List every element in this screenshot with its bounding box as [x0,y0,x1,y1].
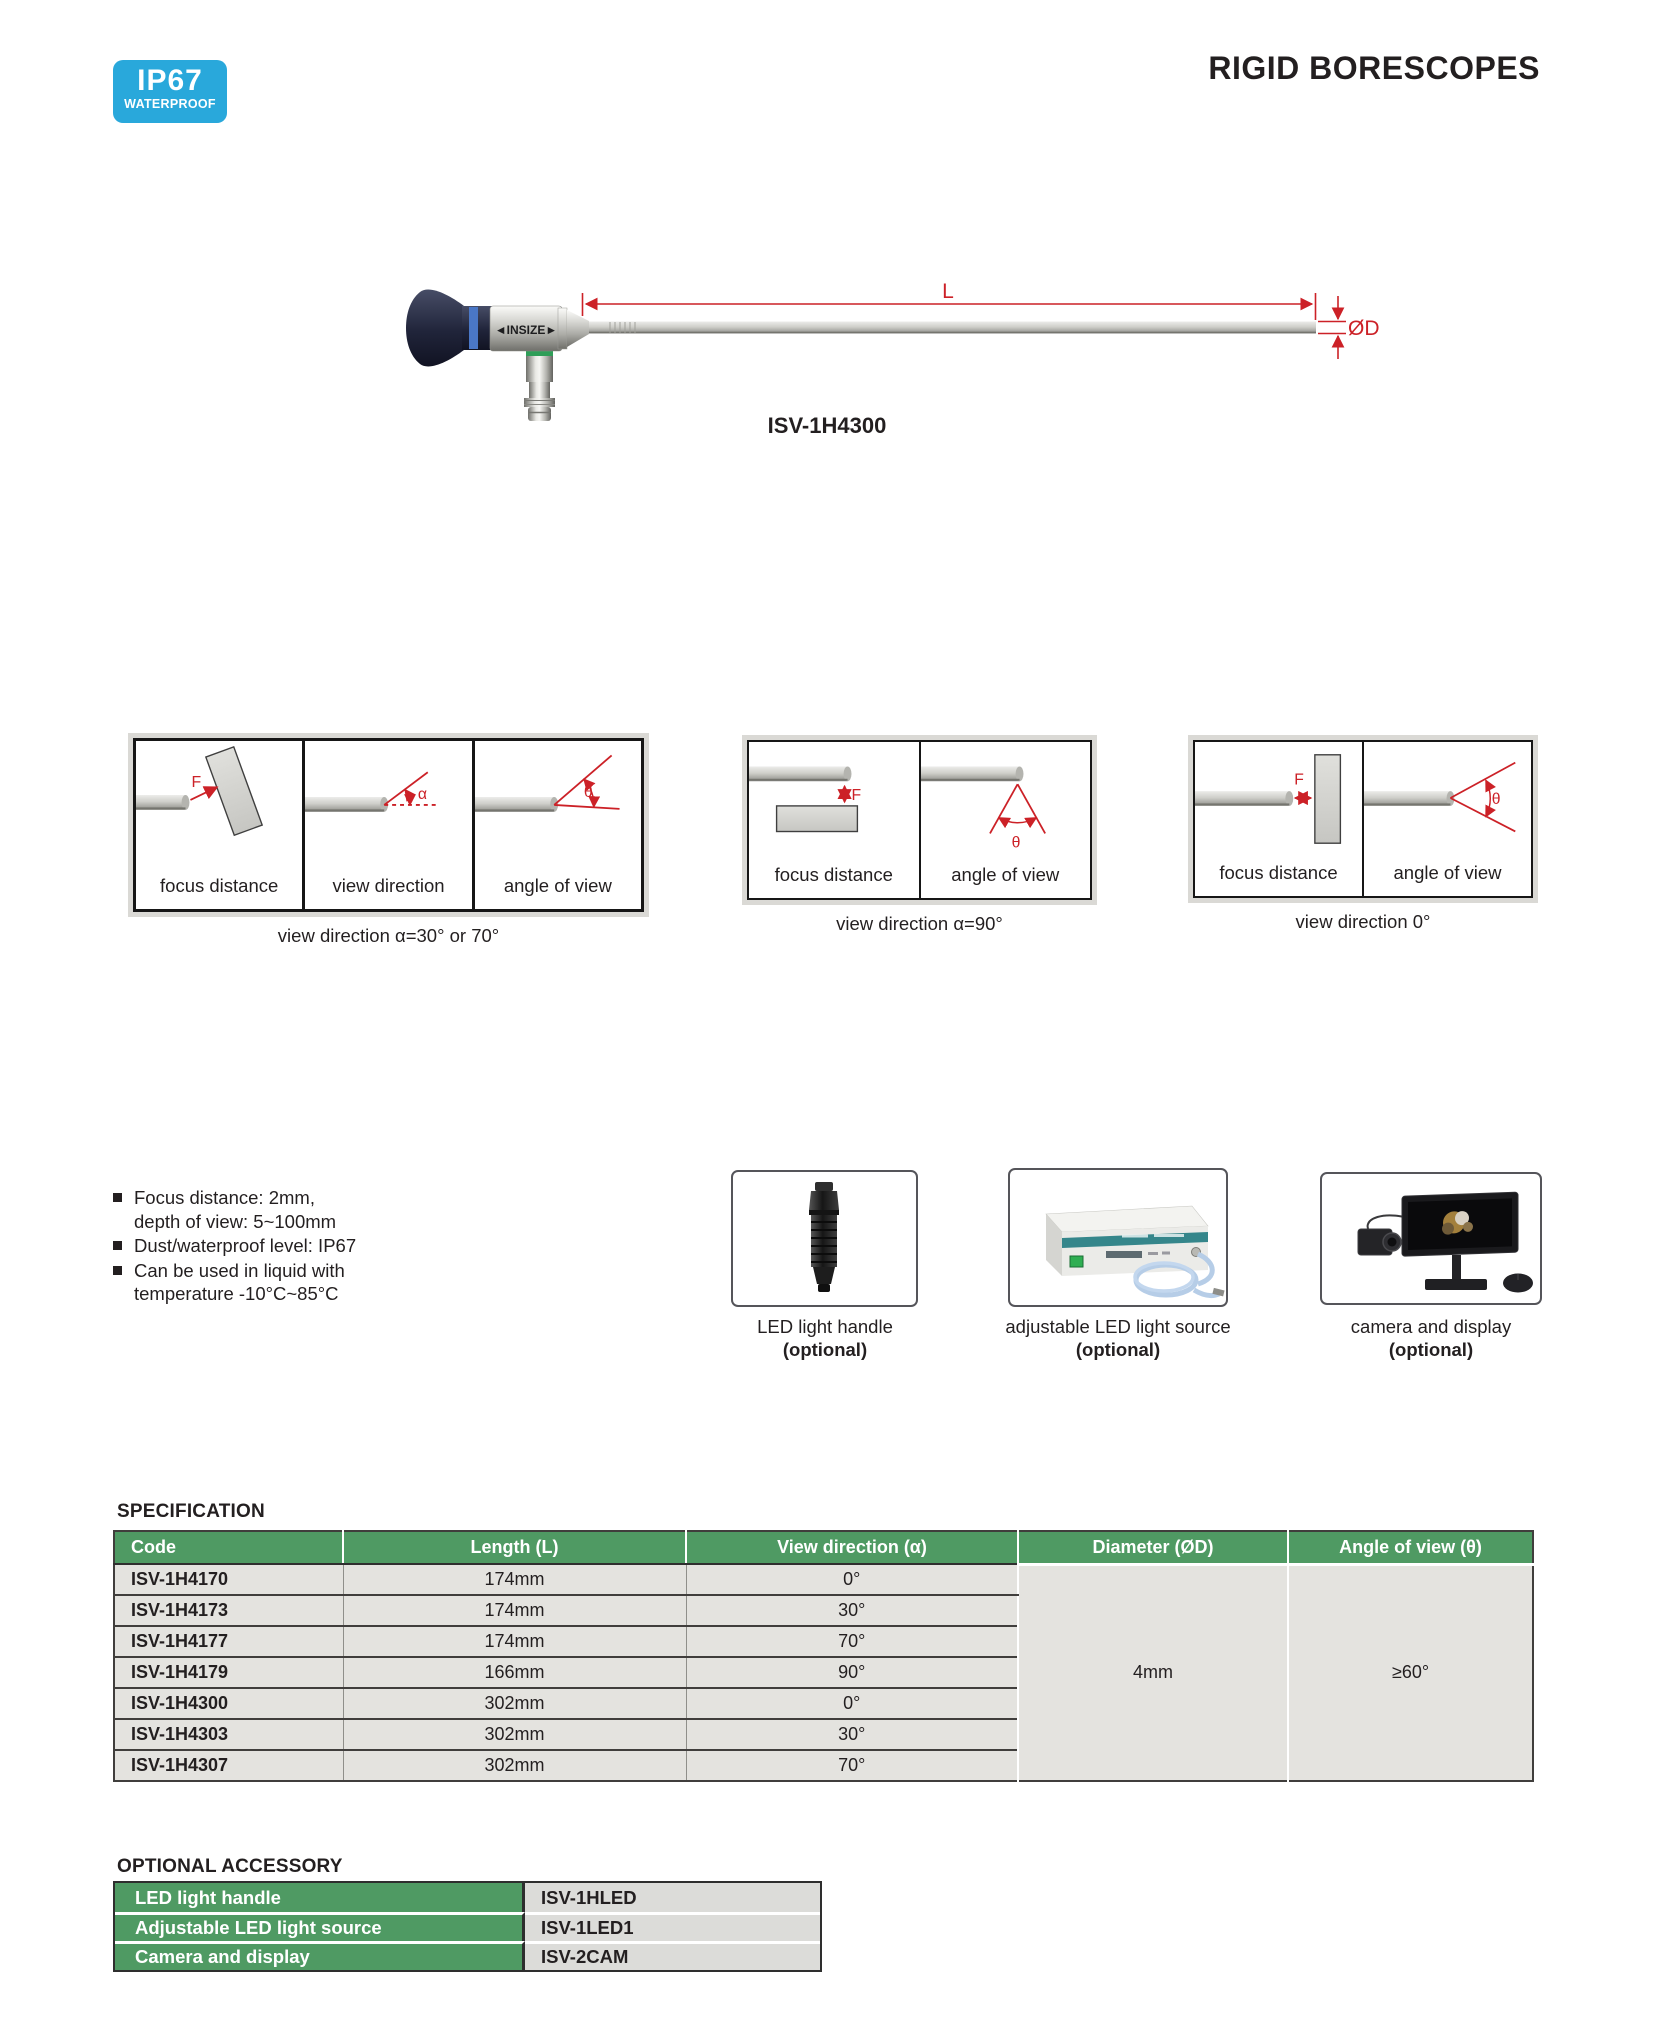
cell-code: ISV-1H4307 [114,1750,343,1781]
bullet-icon [113,1193,122,1202]
eyepiece-cup [406,290,464,367]
cell-view: 90° [686,1657,1018,1688]
cell-view: 70° [686,1626,1018,1657]
accessory-code: ISV-2CAM [525,1941,820,1970]
diagram-cell-angle-of-view [919,742,1091,898]
focus-annotation: F [191,774,202,792]
light-post [524,348,555,421]
accessory-name: LED light handle [115,1883,525,1912]
focus-distance-diagram [136,745,302,851]
optacc-row [115,1941,820,1970]
angle-of-view-diagram [1364,746,1531,852]
angle-of-view-diagram [475,745,641,851]
cell-code: ISV-1H4173 [114,1595,343,1626]
accessory-name: Adjustable LED light source [115,1912,525,1941]
feature-item [113,1259,673,1306]
col-header-diameter: Diameter (ØD) [1018,1531,1288,1564]
spec-header-row [114,1531,1533,1564]
diagram-panel-30-70 [128,733,649,917]
diagram-cell-angle-of-view [1362,742,1531,896]
cell-angle-of-view: ≥60° [1288,1564,1533,1781]
diagram-panel-90 [742,735,1097,905]
feature-line: Dust/waterproof level: IP67 [134,1235,357,1256]
accessory-box-camera-display [1320,1172,1542,1305]
cell-length: 174mm [343,1626,686,1657]
accessory-code: ISV-1LED1 [525,1912,820,1941]
dim-length-label: L [942,280,954,303]
cell-code: ISV-1H4303 [114,1719,343,1750]
scope-cone [567,310,589,347]
diagram-cell-focus-distance [1195,742,1362,896]
badge-rating: IP67 [137,64,203,97]
col-header-view-direction: View direction (α) [686,1531,1018,1564]
cell-label: focus distance [774,864,893,885]
accessory-note: (optional) [782,1339,868,1360]
cell-label: angle of view [1393,862,1502,883]
optional-accessory-heading: OPTIONAL ACCESSORY [117,1856,343,1877]
brand-mark: ◄INSIZE► [494,323,558,337]
focus-annotation: F [1294,771,1304,789]
accessory-box-led-handle [731,1170,918,1307]
accessory-label: LED light handle [757,1316,893,1337]
blue-ring [469,307,478,349]
feature-line: Can be used in liquid with [134,1259,345,1281]
col-header-code: Code [114,1531,343,1564]
view-direction-diagram [305,745,471,851]
cell-length: 174mm [343,1595,686,1626]
cell-view: 30° [686,1595,1018,1626]
cell-view: 30° [686,1719,1018,1750]
diagram-cell-angle-of-view [472,741,641,909]
dim-diameter-label: ØD [1348,317,1380,340]
diagram-cell-view-direction [302,741,471,909]
cell-label: view direction [332,875,445,896]
diagram-caption-30-70: view direction α=30° or 70° [277,925,500,946]
cell-diameter: 4mm [1018,1564,1288,1781]
accessory-note: (optional) [1388,1339,1474,1360]
cell-length: 166mm [343,1657,686,1688]
angle-of-view-diagram [921,746,1091,852]
cell-length: 302mm [343,1750,686,1781]
camera-and-display-illustration [1322,1173,1540,1304]
borescope-illustration [380,250,1580,465]
diagram-cell-focus-distance [749,742,919,898]
optional-accessory-table [113,1881,822,1972]
feature-line: depth of view: 5~100mm [134,1210,337,1232]
accessory-box-light-source [1008,1168,1228,1307]
cell-code: ISV-1H4170 [114,1564,343,1595]
feature-line: Focus distance: 2mm, [134,1187,315,1208]
accessory-caption [1271,1315,1591,1361]
angle-annotation: θ [1011,834,1020,852]
bullet-icon [113,1241,122,1250]
led-light-handle-illustration [733,1172,916,1305]
specification-table [113,1530,1534,1782]
diagram-cell-focus-distance [136,741,302,909]
diagram-caption-0: view direction 0° [1295,911,1431,932]
product-model: ISV-1H4300 [767,413,887,438]
led-light-source-illustration [1010,1170,1226,1305]
optacc-row [115,1883,820,1912]
ip67-waterproof-badge [113,60,227,123]
cell-code: ISV-1H4177 [114,1626,343,1657]
cell-label: focus distance [1219,862,1338,883]
focus-distance-diagram [1195,746,1362,852]
cell-label: angle of view [951,864,1060,885]
cell-code: ISV-1H4179 [114,1657,343,1688]
cell-view: 0° [686,1564,1018,1595]
accessory-code: ISV-1HLED [525,1883,820,1912]
bullet-icon [113,1266,122,1275]
accessory-note: (optional) [1075,1339,1161,1360]
feature-line: temperature -10°C~85°C [134,1283,339,1304]
spec-row [114,1564,1533,1595]
diagram-panel-0 [1188,735,1538,903]
feature-item [113,1234,673,1258]
accessory-caption [958,1315,1278,1361]
feature-item [113,1186,673,1233]
cell-view: 70° [686,1750,1018,1781]
focus-annotation: F [851,786,862,804]
cell-length: 302mm [343,1719,686,1750]
cell-code: ISV-1H4300 [114,1688,343,1719]
angle-annotation: θ [1491,790,1501,808]
col-header-angle: Angle of view (θ) [1288,1531,1533,1564]
accessory-label: camera and display [1350,1316,1512,1337]
focus-distance-diagram [749,746,919,852]
accessory-caption [665,1315,985,1361]
accessory-name: Camera and display [115,1941,525,1970]
specification-heading: SPECIFICATION [117,1501,265,1522]
cell-label: angle of view [503,875,612,896]
direction-annotation: α [418,785,428,803]
cell-view: 0° [686,1688,1018,1719]
cell-length: 302mm [343,1688,686,1719]
feature-list [113,1186,673,1306]
badge-label: WATERPROOF [124,97,216,111]
cell-label: focus distance [160,875,279,896]
accessory-label: adjustable LED light source [1005,1316,1231,1337]
page-title: RIGID BORESCOPES [1208,50,1540,86]
col-header-length: Length (L) [343,1531,686,1564]
cell-length: 174mm [343,1564,686,1595]
angle-annotation: θ [583,784,593,802]
optacc-row [115,1912,820,1941]
diagram-caption-90: view direction α=90° [836,913,1003,934]
